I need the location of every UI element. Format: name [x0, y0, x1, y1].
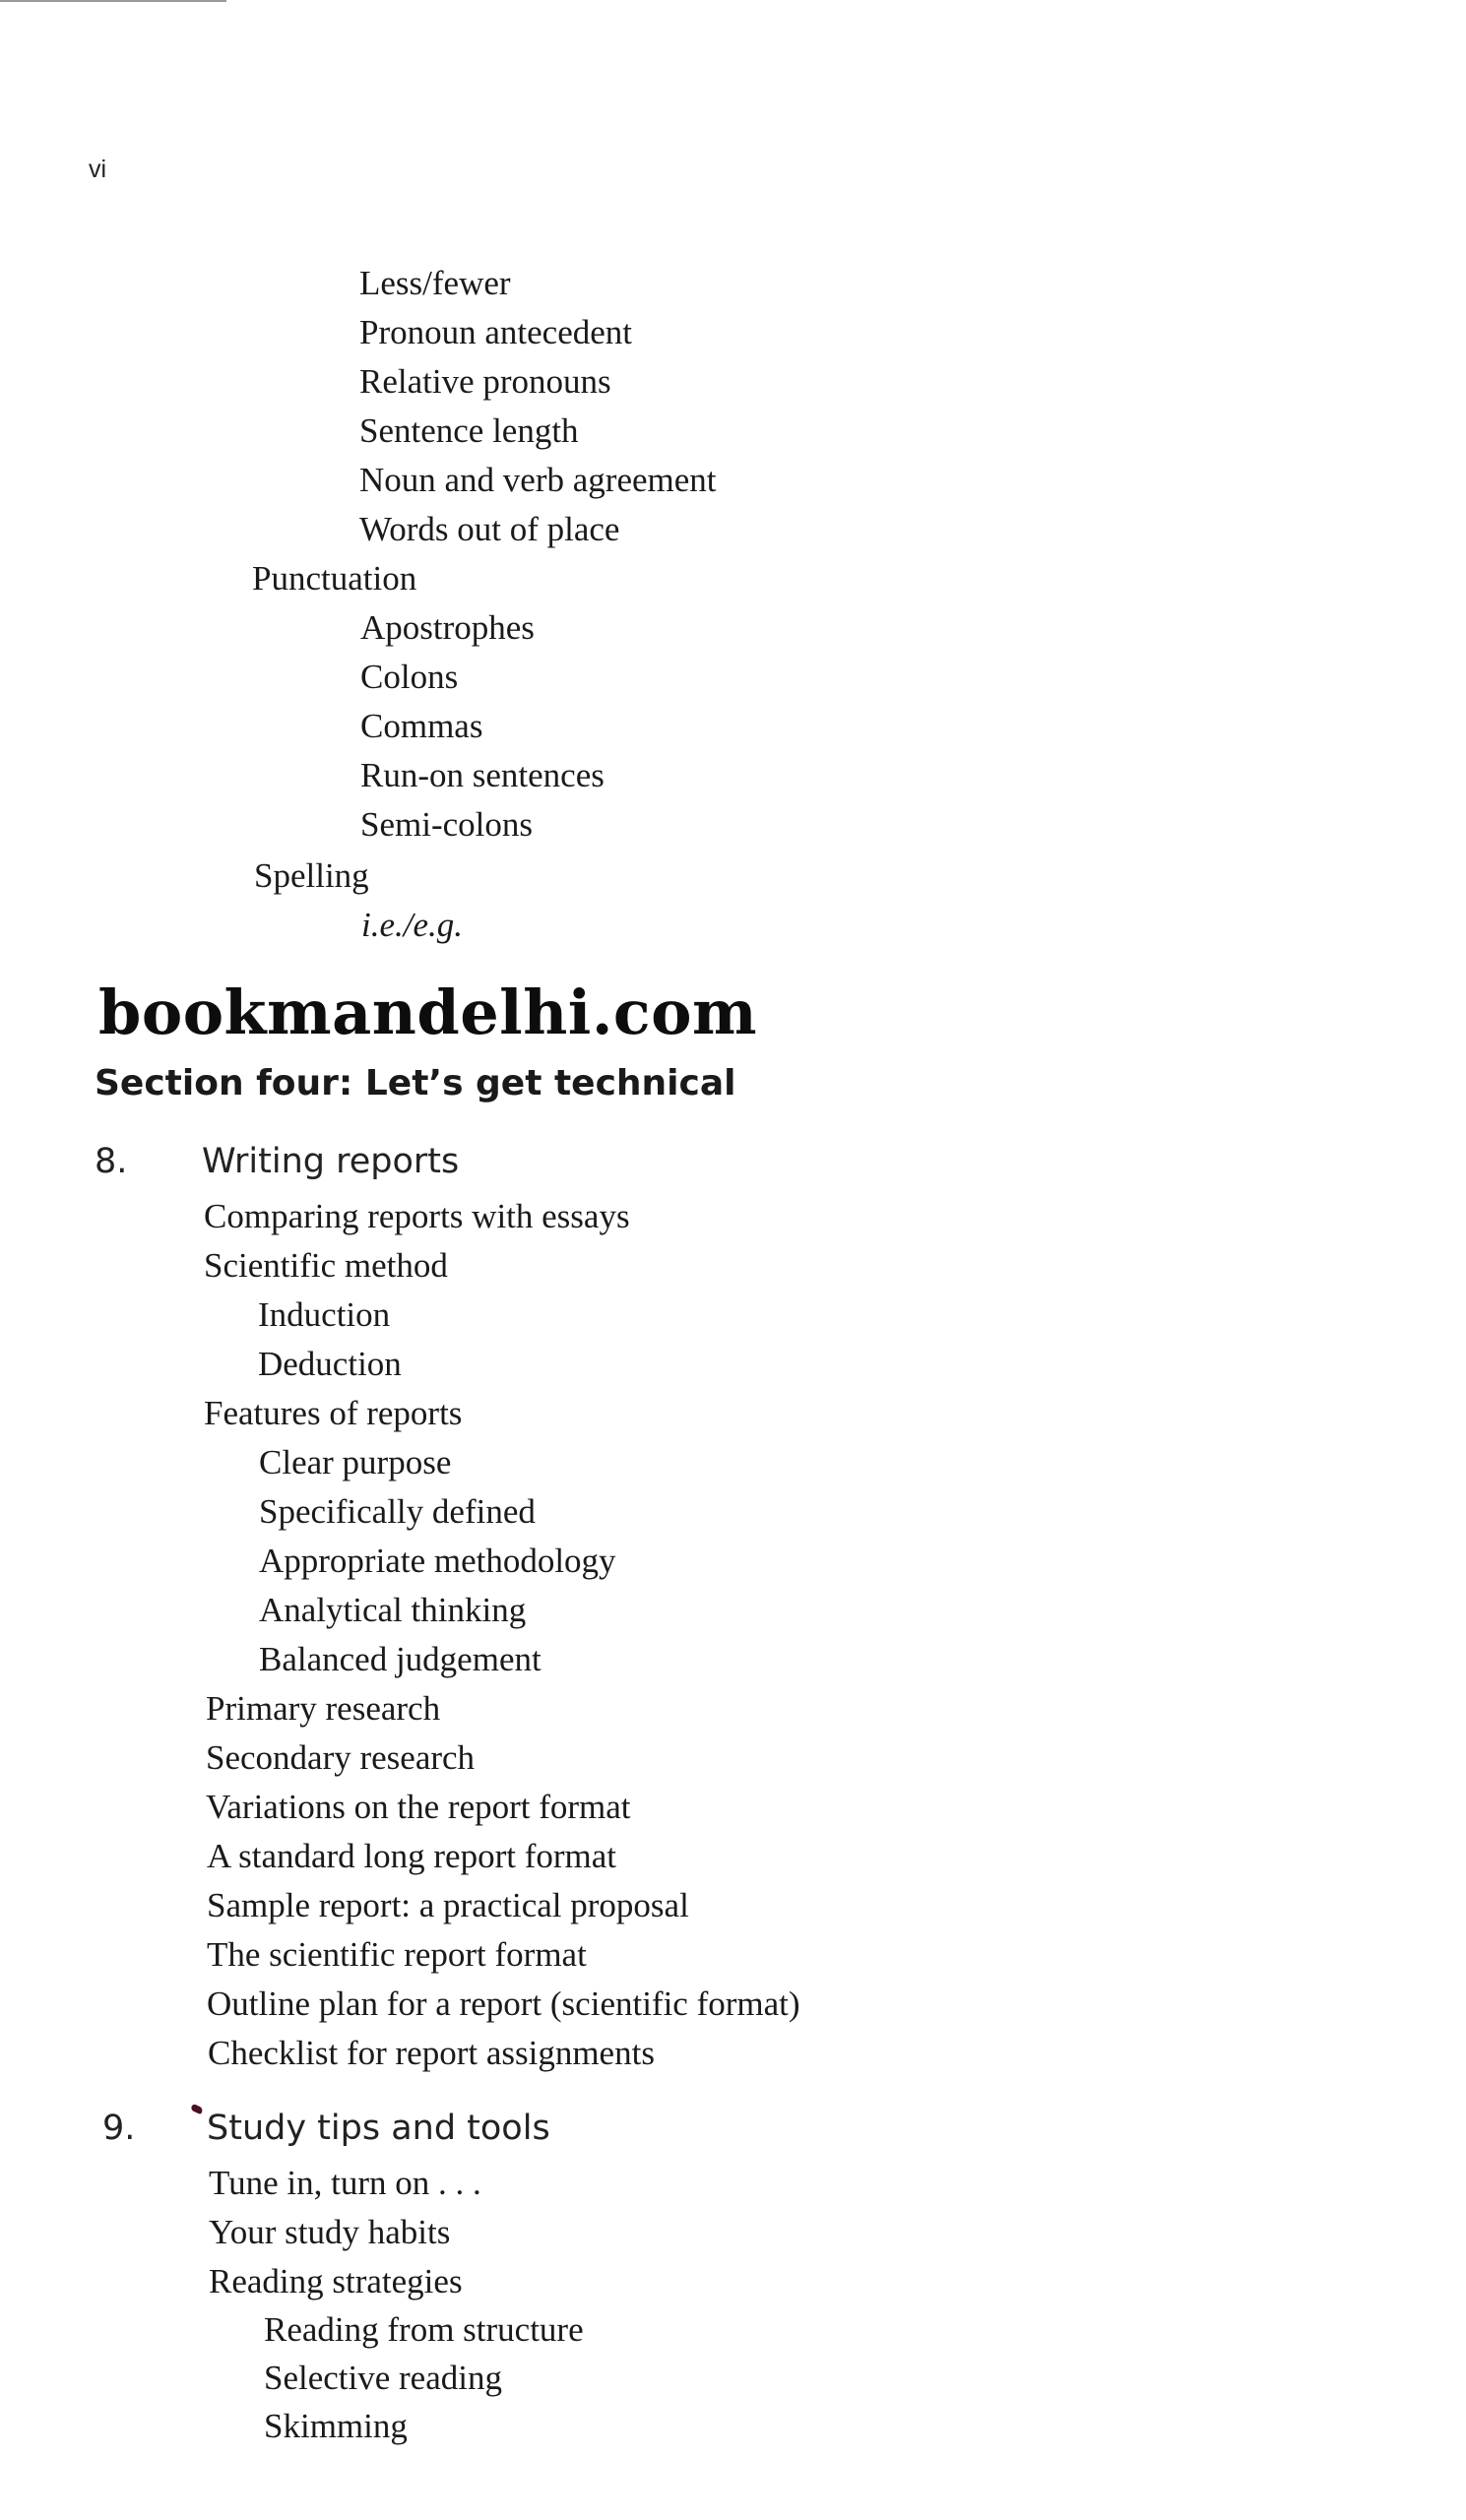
- toc-entry: Variations on the report format: [206, 1788, 631, 1826]
- toc-subitem: Words out of place: [359, 510, 620, 548]
- toc-subentry: Reading from structure: [264, 2310, 584, 2349]
- chapter-title: Writing reports: [202, 1142, 460, 1181]
- toc-subitem: i.e./e.g.: [361, 906, 464, 944]
- toc-entry: A standard long report format: [207, 1837, 617, 1875]
- toc-entry: Checklist for report assignments: [208, 2034, 655, 2072]
- toc-subentry: Skimming: [264, 2407, 408, 2445]
- chapter-number: 8.: [95, 1142, 128, 1181]
- toc-entry: Secondary research: [206, 1738, 476, 1777]
- chapter-title: Study tips and tools: [207, 2109, 550, 2148]
- toc-subitem: Sentence length: [359, 411, 579, 450]
- toc-subentry: Induction: [258, 1295, 391, 1334]
- toc-subentry: Analytical thinking: [259, 1591, 527, 1629]
- watermark-text: bookmandelhi.com: [98, 976, 758, 1048]
- toc-subitem: Relative pronouns: [359, 362, 611, 401]
- toc-subitem: Colons: [360, 658, 459, 696]
- toc-subentry: Deduction: [258, 1345, 402, 1383]
- chapter-number: 9.: [102, 2109, 136, 2148]
- toc-entry: Scientific method: [204, 1246, 448, 1285]
- page-number: vi: [89, 156, 107, 183]
- toc-subitem: Apostrophes: [360, 608, 535, 647]
- toc-subentry: Specifically defined: [259, 1492, 536, 1531]
- toc-subitem: Run-on sentences: [360, 756, 605, 794]
- toc-subitem: Semi-colons: [360, 805, 533, 844]
- toc-entry: Your study habits: [209, 2213, 451, 2251]
- toc-subentry: Clear purpose: [259, 1443, 452, 1481]
- toc-entry: The scientific report format: [207, 1935, 587, 1974]
- toc-entry: Sample report: a practical proposal: [207, 1886, 689, 1924]
- section-title: Section four: Let’s get technical: [95, 1063, 736, 1103]
- scan-edge-rule: [0, 0, 226, 2]
- toc-subitem: Pronoun antecedent: [359, 313, 632, 351]
- ink-mark: [190, 2104, 204, 2114]
- toc-entry: Outline plan for a report (scientific format): [207, 1984, 800, 2023]
- toc-entry: Reading strategies: [209, 2262, 463, 2300]
- toc-entry: Tune in, turn on . . .: [209, 2164, 481, 2202]
- toc-subitem: Less/fewer: [359, 264, 511, 302]
- toc-entry: Comparing reports with essays: [204, 1197, 630, 1235]
- toc-subentry: Selective reading: [264, 2359, 502, 2397]
- toc-entry: Primary research: [206, 1689, 441, 1728]
- toc-subentry: Appropriate methodology: [259, 1542, 616, 1580]
- toc-subheading-spelling: Spelling: [254, 856, 369, 895]
- toc-subheading-punctuation: Punctuation: [252, 559, 417, 598]
- toc-subitem: Commas: [360, 707, 483, 745]
- toc-subentry: Balanced judgement: [259, 1640, 542, 1678]
- toc-entry: Features of reports: [204, 1394, 463, 1432]
- toc-subitem: Noun and verb agreement: [359, 461, 717, 499]
